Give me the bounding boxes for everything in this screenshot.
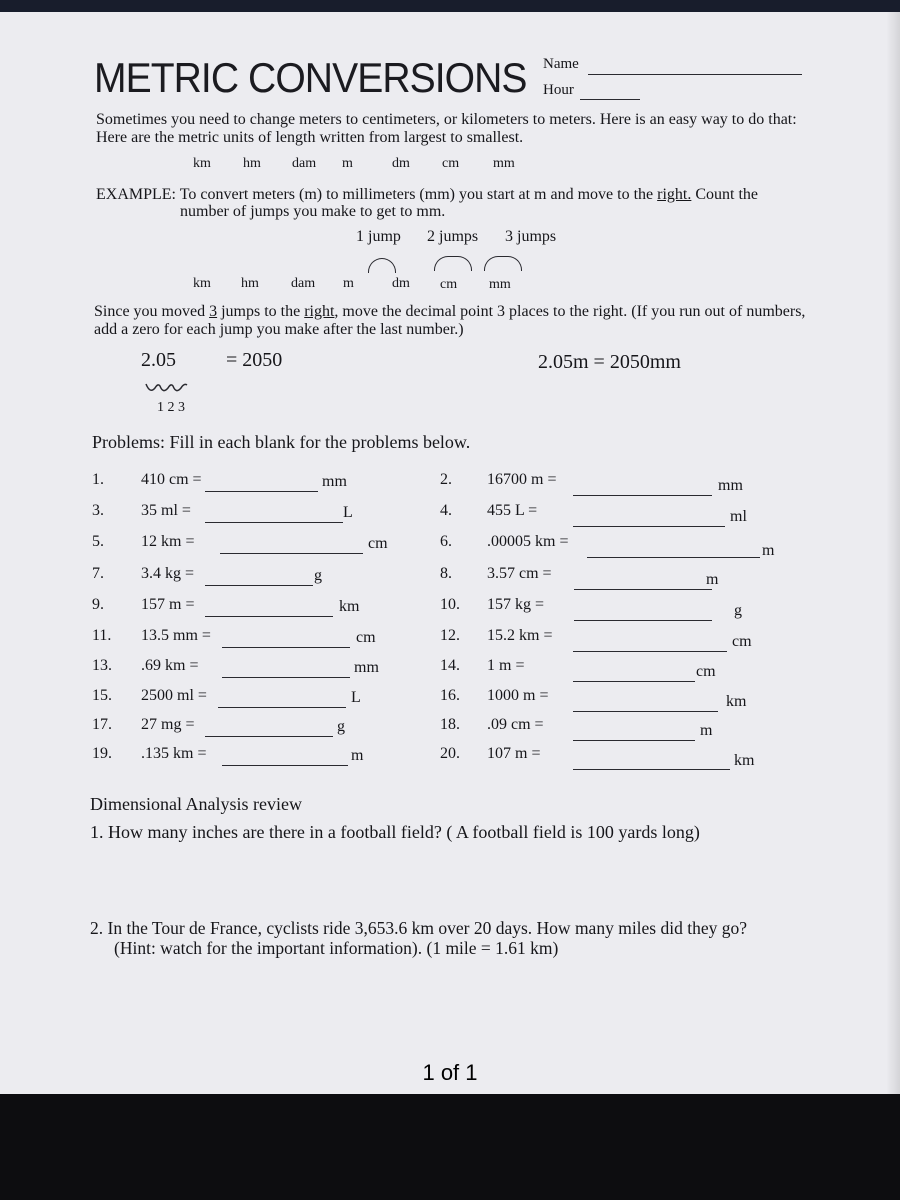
problem-number: 9.	[92, 596, 104, 613]
problems-heading: Problems: Fill in each blank for the problems below.	[92, 432, 471, 452]
demo-digit-labels: 1 2 3	[157, 400, 185, 415]
problem-given: 107 m =	[487, 745, 541, 762]
worksheet-page	[0, 12, 900, 1094]
since-right-underlined: right	[304, 303, 335, 320]
problem-number: 12.	[440, 627, 460, 644]
page-edge-shadow	[886, 12, 900, 1094]
jump-arc-3	[484, 256, 522, 271]
answer-blank[interactable]	[573, 711, 718, 712]
problem-target-unit: m	[762, 542, 775, 559]
problem-given: 27 mg =	[141, 716, 195, 733]
answer-blank[interactable]	[205, 585, 313, 586]
unit-km: km	[193, 156, 211, 171]
problem-number: 18.	[440, 716, 460, 733]
problem-given: 3.57 cm =	[487, 565, 552, 582]
jump-label-2: 2 jumps	[427, 228, 479, 245]
example-line-1	[96, 186, 758, 204]
jump-arc-1	[368, 258, 396, 273]
since-jump-count: 3	[209, 303, 218, 320]
problem-number: 2.	[440, 471, 452, 488]
problem-target-unit: mm	[322, 473, 347, 490]
answer-blank[interactable]	[573, 769, 730, 770]
hour-field[interactable]	[580, 99, 640, 100]
demo-summary: 2.05m = 2050mm	[538, 351, 681, 373]
problem-number: 6.	[440, 533, 452, 550]
problem-given: 12 km =	[141, 533, 195, 550]
answer-blank[interactable]	[220, 553, 363, 554]
since-text-c: , move the decimal point 3 places to the right. (If you run out of numbers,	[334, 303, 806, 320]
problem-target-unit: L	[351, 689, 361, 706]
problem-target-unit: cm	[356, 629, 376, 646]
problem-given: 455 L =	[487, 502, 538, 519]
problem-number: 11.	[92, 627, 112, 644]
problem-given: 13.5 mm =	[141, 627, 211, 644]
problem-number: 16.	[440, 687, 460, 704]
answer-blank[interactable]	[573, 740, 695, 741]
intro-line-2: Here are the metric units of length written from largest to smallest.	[96, 129, 524, 146]
problem-given: 2500 ml =	[141, 687, 207, 704]
problem-target-unit: cm	[732, 633, 752, 650]
example-text-b: Count the	[691, 186, 759, 203]
problem-target-unit: mm	[718, 477, 743, 494]
problem-given: 3.4 kg =	[141, 565, 195, 582]
since-line-2: add a zero for each jump you make after the last number.)	[94, 321, 464, 338]
answer-blank[interactable]	[222, 765, 348, 766]
answer-blank[interactable]	[222, 677, 350, 678]
problem-target-unit: cm	[368, 535, 388, 552]
problem-target-unit: km	[339, 598, 360, 615]
jump-label-3: 3 jumps	[505, 228, 557, 245]
name-field[interactable]	[588, 74, 802, 75]
intro-line-1: Sometimes you need to change meters to centimeters, or kilometers to meters. Here is an easy way to do that:	[96, 111, 797, 128]
problem-given: 16700 m =	[487, 471, 557, 488]
unit-mm: mm	[489, 277, 511, 292]
unit-hm: hm	[243, 156, 261, 171]
problem-number: 15.	[92, 687, 112, 704]
answer-blank[interactable]	[574, 589, 712, 590]
problem-given: .69 km =	[141, 657, 199, 674]
page-title: METRIC CONVERSIONS	[94, 54, 527, 101]
demo-value: 2.05	[141, 349, 176, 371]
jump-arc-2	[434, 256, 472, 271]
answer-blank[interactable]	[222, 647, 350, 648]
problem-target-unit: m	[351, 747, 364, 764]
answer-blank[interactable]	[218, 707, 346, 708]
unit-cm: cm	[440, 277, 458, 292]
decimal-hops-icon	[144, 380, 204, 398]
hour-label: Hour	[543, 82, 574, 98]
unit-m: m	[343, 276, 354, 291]
name-label: Name	[543, 56, 579, 72]
problem-given: 1 m =	[487, 657, 525, 674]
problem-target-unit: cm	[696, 663, 716, 680]
problem-number: 19.	[92, 745, 112, 762]
problem-given: 410 cm =	[141, 471, 202, 488]
da-heading: Dimensional Analysis review	[90, 794, 302, 814]
answer-blank[interactable]	[205, 522, 343, 523]
demo-result: = 2050	[226, 349, 283, 371]
problem-given: 1000 m =	[487, 687, 549, 704]
problem-given: .09 cm =	[487, 716, 544, 733]
problem-number: 14.	[440, 657, 460, 674]
example-text-a: EXAMPLE: To convert meters (m) to millimeters (mm) you start at m and move to the	[96, 186, 658, 203]
problem-number: 5.	[92, 533, 104, 550]
problem-number: 17.	[92, 716, 112, 733]
unit-cm: cm	[442, 156, 460, 171]
example-line-2: number of jumps you make to get to mm.	[180, 203, 446, 220]
problem-given: 35 ml =	[141, 502, 191, 519]
unit-dm: dm	[392, 156, 410, 171]
problem-number: 7.	[92, 565, 104, 582]
problem-given: 157 kg =	[487, 596, 545, 613]
problem-target-unit: g	[314, 567, 322, 584]
problem-target-unit: km	[726, 693, 747, 710]
unit-dm: dm	[392, 276, 410, 291]
problem-given: 157 m =	[141, 596, 195, 613]
problem-number: 13.	[92, 657, 112, 674]
answer-blank[interactable]	[205, 491, 318, 492]
da-question-2-line-1: 2. In the Tour de France, cyclists ride 3,653.6 km over 20 days. How many miles did they go?	[90, 918, 748, 938]
problem-target-unit: mm	[354, 659, 379, 676]
answer-blank[interactable]	[573, 495, 712, 496]
problem-number: 10.	[440, 596, 460, 613]
unit-hm: hm	[241, 276, 259, 291]
since-line-1	[94, 303, 805, 321]
problem-number: 3.	[92, 502, 104, 519]
problem-target-unit: g	[734, 602, 742, 619]
unit-mm: mm	[493, 156, 515, 171]
answer-blank[interactable]	[205, 736, 333, 737]
answer-blank[interactable]	[573, 681, 695, 682]
since-text-a: Since you moved	[94, 303, 210, 320]
problem-target-unit: m	[706, 571, 719, 588]
problem-number: 1.	[92, 471, 104, 488]
answer-blank[interactable]	[574, 620, 712, 621]
problem-target-unit: g	[337, 718, 345, 735]
example-right-underlined: right.	[657, 186, 692, 203]
jump-label-1: 1 jump	[356, 228, 401, 245]
problem-number: 20.	[440, 745, 460, 762]
answer-blank[interactable]	[587, 557, 760, 558]
answer-blank[interactable]	[573, 526, 725, 527]
problem-given: 15.2 km =	[487, 627, 553, 644]
answer-blank[interactable]	[205, 616, 333, 617]
da-question-1: 1. How many inches are there in a football field? ( A football field is 100 yards long)	[90, 822, 700, 842]
problem-number: 8.	[440, 565, 452, 582]
da-question-2-line-2: (Hint: watch for the important information). (1 mile = 1.61 km)	[114, 938, 559, 958]
unit-m: m	[342, 156, 353, 171]
problem-target-unit: ml	[730, 508, 747, 525]
problem-given: .135 km =	[141, 745, 207, 762]
since-text-b: jumps to the	[217, 303, 305, 320]
problem-target-unit: m	[700, 722, 713, 739]
page-indicator: 1 of 1	[422, 1060, 478, 1085]
problem-number: 4.	[440, 502, 452, 519]
answer-blank[interactable]	[573, 651, 727, 652]
problem-given: .00005 km =	[487, 533, 569, 550]
problem-target-unit: km	[734, 752, 755, 769]
unit-dam: dam	[292, 156, 317, 171]
problem-target-unit: L	[343, 504, 353, 521]
unit-km: km	[193, 276, 211, 291]
unit-dam: dam	[291, 276, 316, 291]
